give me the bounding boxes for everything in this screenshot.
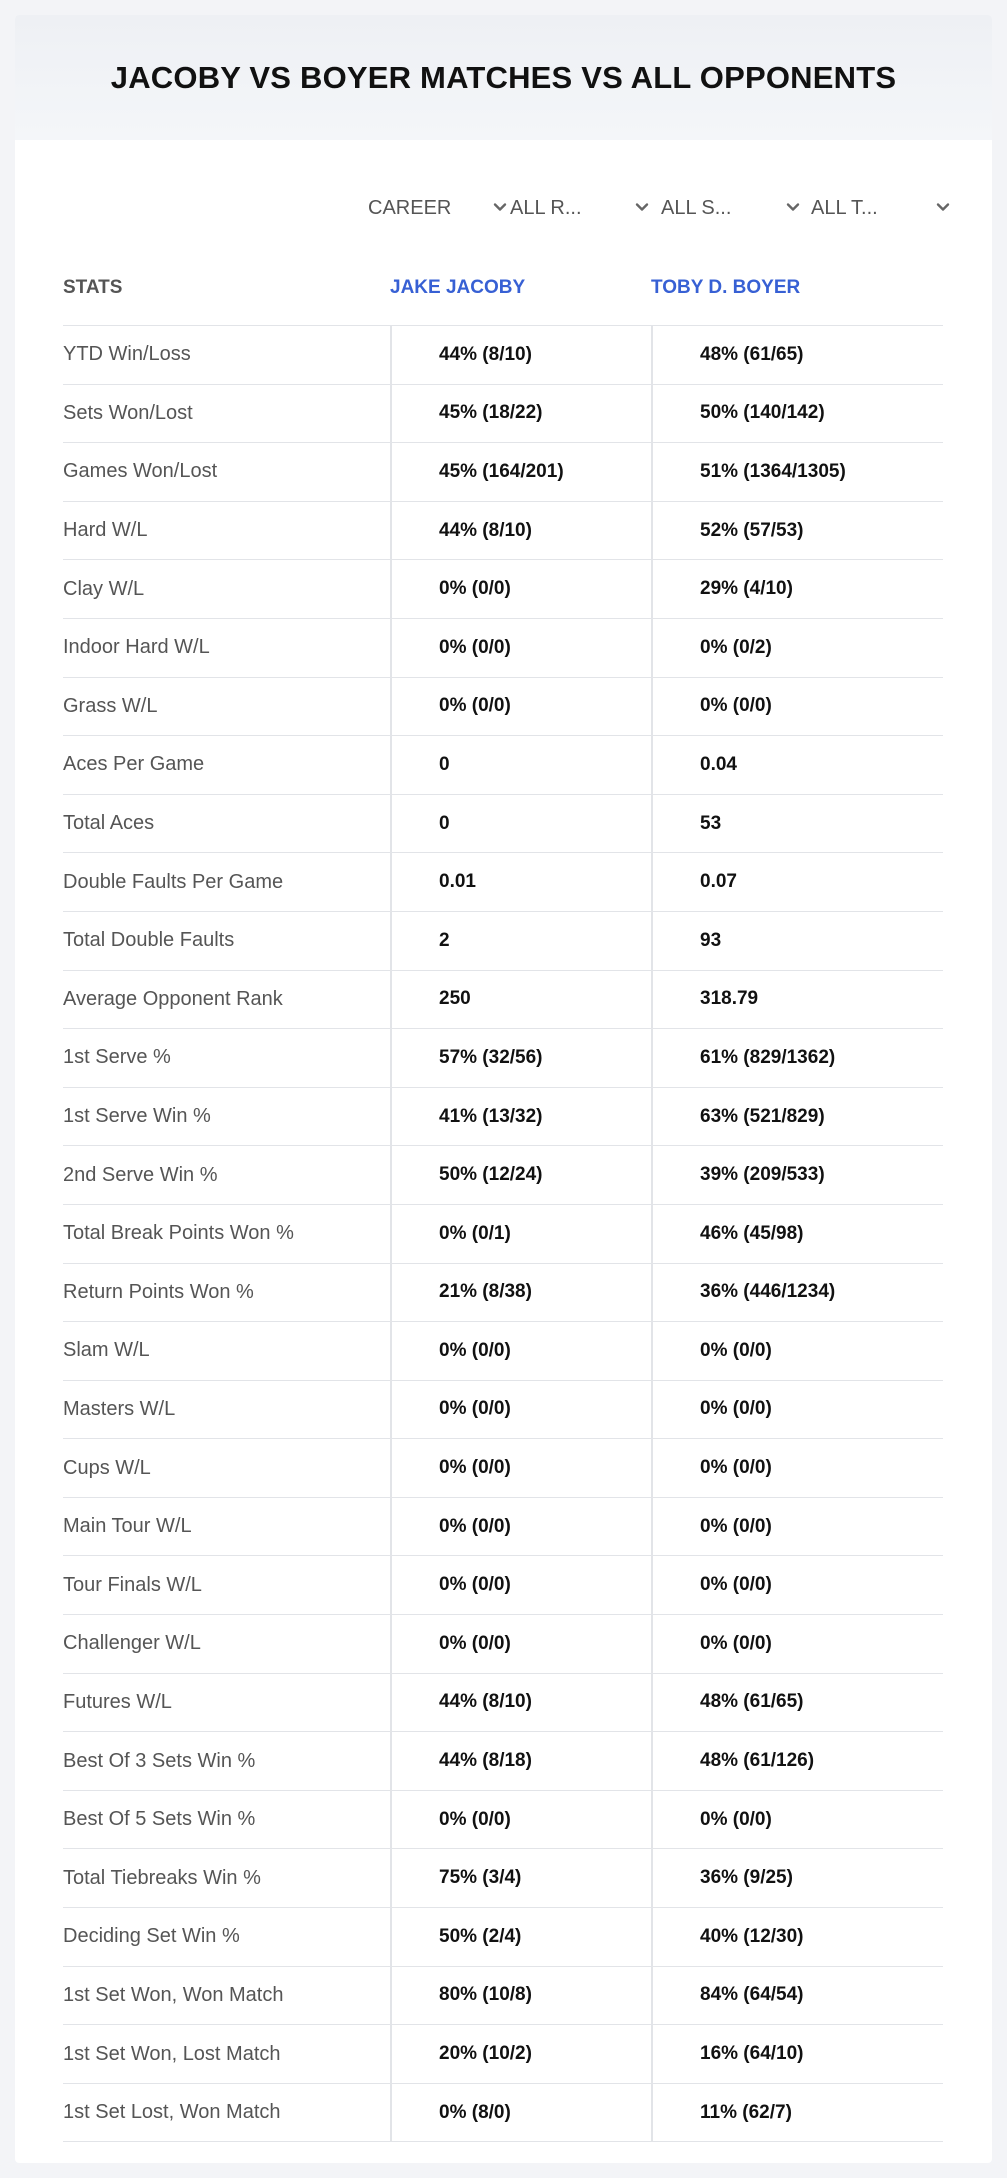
stat-label: Aces Per Game — [63, 753, 205, 776]
filter-period-select[interactable] — [368, 185, 508, 231]
player2-value: 318.79 — [651, 971, 943, 1029]
table-row — [63, 1381, 943, 1440]
stat-label: Challenger W/L — [63, 1632, 201, 1655]
player1-value: 20% (10/2) — [390, 2025, 651, 2083]
player2-value: 0% (0/0) — [651, 1498, 943, 1556]
stat-label: 1st Serve Win % — [63, 1105, 211, 1128]
stat-label: 2nd Serve Win % — [63, 1163, 218, 1186]
filter-bar — [15, 185, 992, 231]
player2-value: 46% (45/98) — [651, 1205, 943, 1263]
player2-value: 40% (12/30) — [651, 1908, 943, 1966]
player2-value: 0.07 — [651, 853, 943, 911]
player1-value: 0.01 — [390, 853, 651, 911]
stat-label: Sets Won/Lost — [63, 401, 193, 424]
player1-value: 0% (0/0) — [390, 678, 651, 736]
player2-value: 48% (61/65) — [651, 326, 943, 384]
stat-label: YTD Win/Loss — [63, 343, 191, 366]
player2-value: 0.04 — [651, 736, 943, 794]
chevron-down-icon — [935, 199, 951, 215]
table-row — [63, 1908, 943, 1967]
player1-value: 0% (0/0) — [390, 1791, 651, 1849]
player1-value: 0% (0/1) — [390, 1205, 651, 1263]
stats-card — [15, 15, 992, 2163]
table-header — [63, 250, 943, 326]
stat-label: 1st Set Lost, Won Match — [63, 2101, 281, 2124]
stat-label: Grass W/L — [63, 694, 158, 717]
player1-value: 57% (32/56) — [390, 1029, 651, 1087]
player2-value: 0% (0/0) — [651, 1615, 943, 1673]
player2-value: 63% (521/829) — [651, 1088, 943, 1146]
stat-label: 1st Set Won, Won Match — [63, 1983, 284, 2006]
table-row — [63, 1615, 943, 1674]
player2-value: 0% (0/0) — [651, 1791, 943, 1849]
filter-surface-select[interactable] — [661, 185, 801, 231]
filter-round-select[interactable] — [510, 185, 650, 231]
player2-value: 16% (64/10) — [651, 2025, 943, 2083]
player1-value: 50% (2/4) — [390, 1908, 651, 1966]
stat-label: Cups W/L — [63, 1456, 151, 1479]
player2-value: 53 — [651, 795, 943, 853]
player2-value: 0% (0/0) — [651, 1439, 943, 1497]
table-row — [63, 1967, 943, 2026]
table-row — [63, 1556, 943, 1615]
player1-value: 44% (8/10) — [390, 502, 651, 560]
player1-value: 0% (0/0) — [390, 1439, 651, 1497]
player1-value: 0% (0/0) — [390, 1322, 651, 1380]
player2-value: 0% (0/0) — [651, 678, 943, 736]
stat-label: Total Break Points Won % — [63, 1222, 294, 1245]
stat-label: Clay W/L — [63, 577, 145, 600]
table-row — [63, 2084, 943, 2143]
player2-value: 48% (61/65) — [651, 1674, 943, 1732]
stat-label: Tour Finals W/L — [63, 1573, 202, 1596]
table-row — [63, 853, 943, 912]
player2-value: 50% (140/142) — [651, 385, 943, 443]
page-title: JACOBY VS BOYER MATCHES VS ALL OPPONENTS — [110, 59, 897, 95]
player1-value: 44% (8/10) — [390, 1674, 651, 1732]
player1-value: 44% (8/10) — [390, 326, 651, 384]
player2-value: 93 — [651, 912, 943, 970]
stat-label: Games Won/Lost — [63, 460, 218, 483]
chevron-down-icon — [634, 199, 650, 215]
stat-label: Masters W/L — [63, 1397, 176, 1420]
filter-tournament-label: ALL T... — [811, 196, 878, 219]
player1-value: 0% (0/0) — [390, 1615, 651, 1673]
stat-label: Total Tiebreaks Win % — [63, 1866, 261, 1889]
player1-value: 0% (8/0) — [390, 2084, 651, 2142]
stat-label: Main Tour W/L — [63, 1515, 192, 1538]
stat-label: Indoor Hard W/L — [63, 636, 210, 659]
player2-value: 36% (446/1234) — [651, 1264, 943, 1322]
table-row — [63, 502, 943, 561]
table-row — [63, 678, 943, 737]
player2-value: 0% (0/0) — [651, 1322, 943, 1380]
stat-label: 1st Set Won, Lost Match — [63, 2042, 281, 2065]
table-row — [63, 619, 943, 678]
stat-label: Futures W/L — [63, 1690, 172, 1713]
stat-label: Return Points Won % — [63, 1280, 254, 1303]
player2-value: 48% (61/126) — [651, 1732, 943, 1790]
stat-label: Total Double Faults — [63, 929, 235, 952]
player1-value: 0% (0/0) — [390, 1498, 651, 1556]
table-body — [63, 326, 943, 2142]
filter-tournament-select[interactable] — [811, 185, 951, 231]
stat-label: 1st Serve % — [63, 1046, 171, 1069]
player-link-jacoby[interactable]: JAKE JACOBY — [390, 276, 526, 298]
player1-value: 50% (12/24) — [390, 1146, 651, 1204]
filter-round-label: ALL R... — [510, 196, 582, 219]
player1-value: 41% (13/32) — [390, 1088, 651, 1146]
table-row — [63, 1732, 943, 1791]
player2-value: 61% (829/1362) — [651, 1029, 943, 1087]
player2-value: 0% (0/0) — [651, 1381, 943, 1439]
stat-label: Hard W/L — [63, 519, 148, 542]
player1-value: 0% (0/0) — [390, 560, 651, 618]
table-row — [63, 1439, 943, 1498]
stat-label: Total Aces — [63, 812, 155, 835]
table-row — [63, 1498, 943, 1557]
player1-value: 2 — [390, 912, 651, 970]
table-row — [63, 971, 943, 1030]
stat-label: Deciding Set Win % — [63, 1925, 240, 1948]
table-row — [63, 1674, 943, 1733]
player1-value: 44% (8/18) — [390, 1732, 651, 1790]
table-row — [63, 1146, 943, 1205]
player2-value: 39% (209/533) — [651, 1146, 943, 1204]
player1-value: 45% (18/22) — [390, 385, 651, 443]
column-header-stats: STATS — [63, 276, 123, 298]
stat-label: Double Faults Per Game — [63, 870, 284, 893]
stats-table — [63, 250, 943, 2142]
player1-value: 21% (8/38) — [390, 1264, 651, 1322]
table-row — [63, 912, 943, 971]
player2-value: 52% (57/53) — [651, 502, 943, 560]
table-row — [63, 2025, 943, 2084]
player1-value: 0% (0/0) — [390, 1381, 651, 1439]
player1-value: 0% (0/0) — [390, 619, 651, 677]
chevron-down-icon — [492, 199, 508, 215]
player2-value: 0% (0/2) — [651, 619, 943, 677]
table-row — [63, 795, 943, 854]
player1-value: 0 — [390, 736, 651, 794]
table-row — [63, 443, 943, 502]
stat-label: Slam W/L — [63, 1339, 150, 1362]
player1-value: 0% (0/0) — [390, 1556, 651, 1614]
table-row — [63, 1849, 943, 1908]
player1-value: 75% (3/4) — [390, 1849, 651, 1907]
stat-label: Average Opponent Rank — [63, 987, 283, 1010]
stat-label: Best Of 3 Sets Win % — [63, 1749, 256, 1772]
table-row — [63, 1205, 943, 1264]
chevron-down-icon — [785, 199, 801, 215]
player2-value: 51% (1364/1305) — [651, 443, 943, 501]
stat-label: Best Of 5 Sets Win % — [63, 1808, 256, 1831]
table-row — [63, 1264, 943, 1323]
table-row — [63, 1029, 943, 1088]
table-row — [63, 560, 943, 619]
player1-value: 250 — [390, 971, 651, 1029]
filter-period-label: CAREER — [368, 196, 452, 219]
player2-value: 11% (62/7) — [651, 2084, 943, 2142]
table-row — [63, 1088, 943, 1147]
table-row — [63, 326, 943, 385]
table-row — [63, 385, 943, 444]
player2-value: 84% (64/54) — [651, 1967, 943, 2025]
table-row — [63, 736, 943, 795]
player1-value: 45% (164/201) — [390, 443, 651, 501]
filter-surface-label: ALL S... — [661, 196, 732, 219]
card-header — [15, 15, 992, 140]
player-link-boyer[interactable]: TOBY D. BOYER — [651, 276, 801, 298]
player2-value: 36% (9/25) — [651, 1849, 943, 1907]
table-row — [63, 1791, 943, 1850]
player1-value: 0 — [390, 795, 651, 853]
player2-value: 0% (0/0) — [651, 1556, 943, 1614]
table-row — [63, 1322, 943, 1381]
player1-value: 80% (10/8) — [390, 1967, 651, 2025]
player2-value: 29% (4/10) — [651, 560, 943, 618]
